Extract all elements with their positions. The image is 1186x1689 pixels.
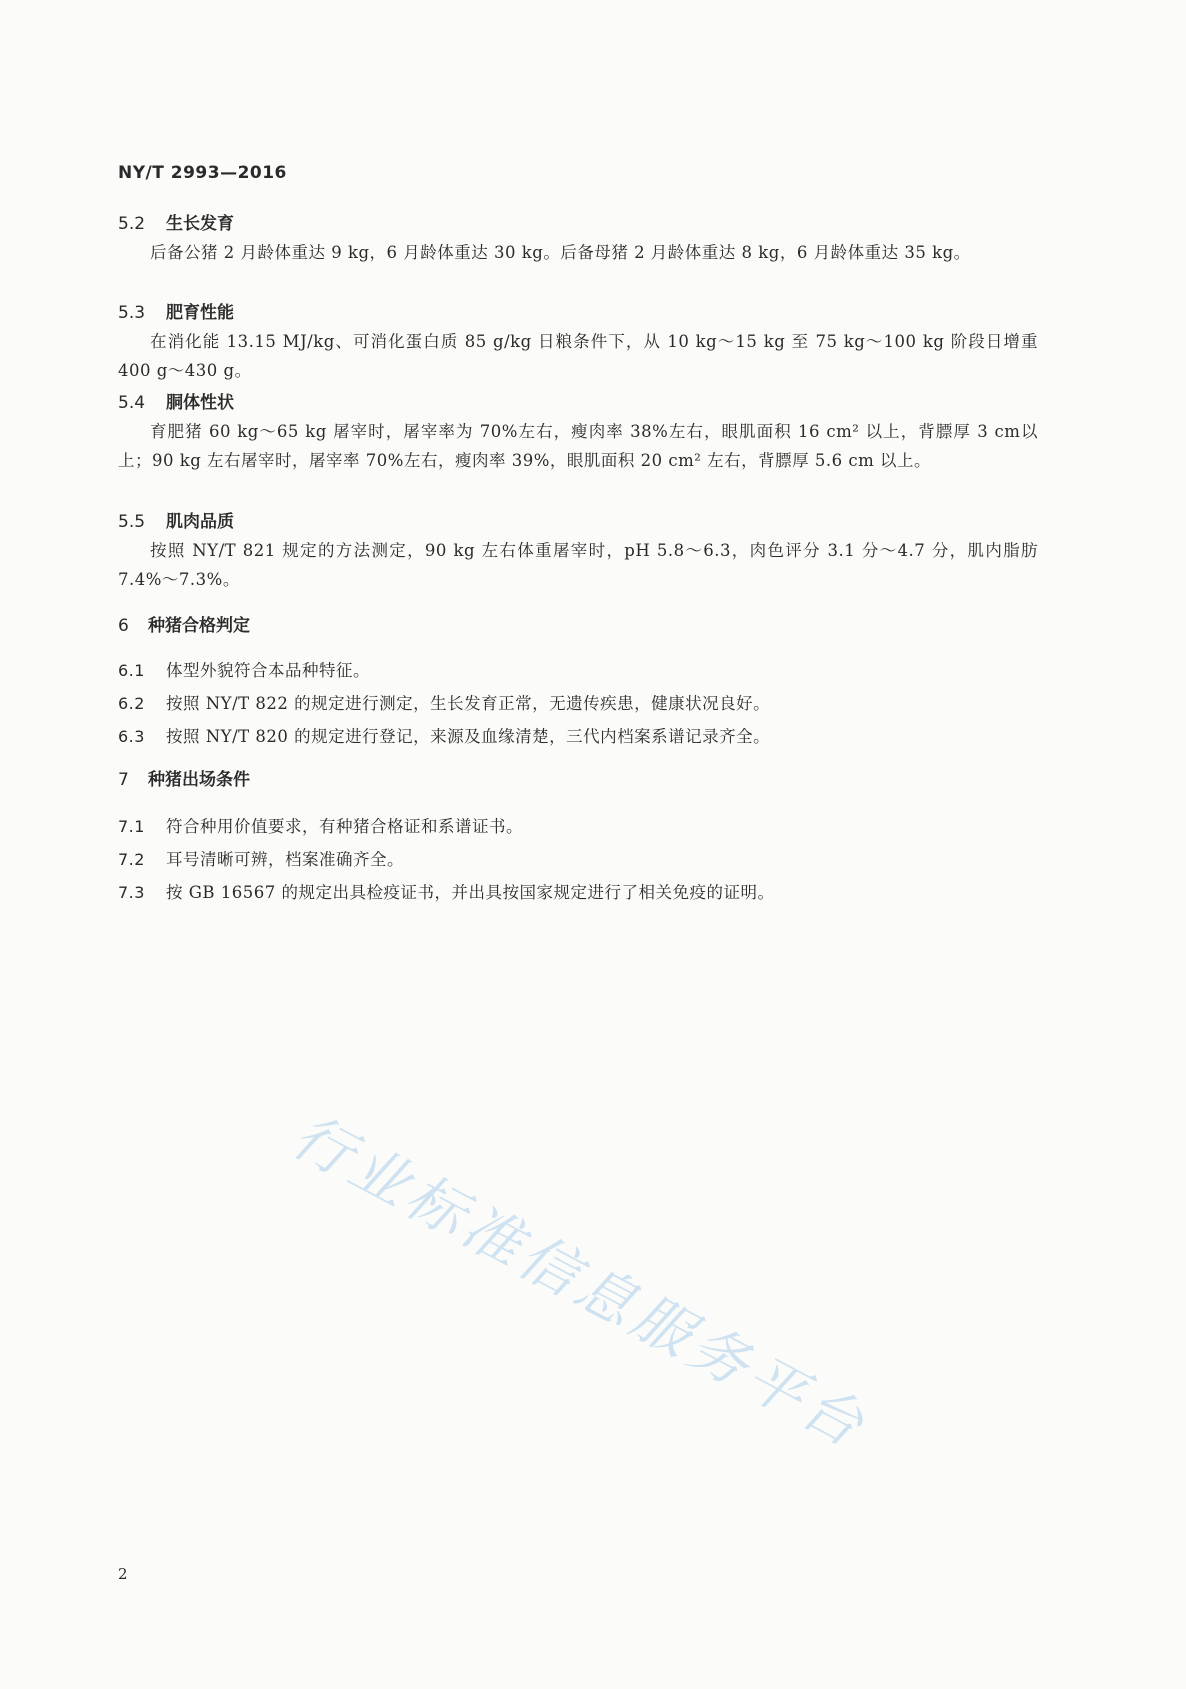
clause-text: 符合种用价值要求，有种猪合格证和系谱证书。 [166, 817, 523, 836]
section-number: 5.5 [118, 512, 146, 532]
section-paragraph: 按照 NY/T 821 规定的方法测定，90 kg 左右体重屠宰时，pH 5.8～6.3，肉色评分 3.1 分～4.7 分，肌内脂肪 7.4%～7.3%。 [118, 541, 1038, 589]
clause-item [118, 843, 1038, 876]
section-6 [118, 612, 1038, 753]
section-5-2 [118, 210, 1038, 267]
section-5-3 [118, 299, 1038, 385]
section-title: 肌肉品质 [166, 512, 234, 532]
clause-item [118, 876, 1038, 909]
chapter-title: 种猪出场条件 [148, 770, 250, 790]
section-5-5 [118, 508, 1038, 594]
section-heading [118, 389, 1038, 417]
section-5-4 [118, 389, 1038, 475]
section-title: 胴体性状 [166, 393, 234, 413]
section-title: 肥育性能 [166, 303, 234, 323]
clause-text: 耳号清晰可辨，档案准确齐全。 [166, 850, 404, 869]
standard-code: NY/T 2993—2016 [118, 163, 287, 183]
section-heading [118, 508, 1038, 536]
watermark-text: 行业标准信息服务平台 [281, 1101, 879, 1462]
section-paragraph: 后备公猪 2 月龄体重达 9 kg，6 月龄体重达 30 kg。后备母猪 2 月龄体重达 8 kg，6 月龄体重达 35 kg。 [150, 243, 971, 262]
clause-item [118, 687, 1038, 720]
section-number: 5.3 [118, 303, 146, 323]
page-number: 2 [118, 1565, 128, 1583]
section-paragraph: 在消化能 13.15 MJ/kg、可消化蛋白质 85 g/kg 日粮条件下，从 10 kg～15 kg 至 75 kg～100 kg 阶段日增重 400 g～430 g。 [118, 332, 1038, 380]
clause-item [118, 720, 1038, 753]
clause-text: 按照 NY/T 822 的规定进行测定，生长发育正常，无遗传疾患，健康状况良好。 [166, 694, 771, 713]
clause-item [118, 654, 1038, 687]
section-heading [118, 299, 1038, 327]
chapter-number: 7 [118, 770, 129, 790]
clause-text: 按照 NY/T 820 的规定进行登记，来源及血缘清楚，三代内档案系谱记录齐全。 [166, 727, 771, 746]
clause-number: 6.1 [118, 661, 145, 680]
clause-number: 7.2 [118, 850, 145, 869]
chapter-heading [118, 766, 1038, 794]
section-7 [118, 766, 1038, 909]
clause-text: 体型外貌符合本品种特征。 [166, 661, 370, 680]
clause-number: 7.3 [118, 883, 145, 902]
clause-text: 按 GB 16567 的规定出具检疫证书，并出具按国家规定进行了相关免疫的证明。 [166, 883, 775, 902]
clause-number: 7.1 [118, 817, 145, 836]
section-heading [118, 210, 1038, 238]
clause-number: 6.2 [118, 694, 145, 713]
section-title: 生长发育 [166, 214, 234, 234]
section-number: 5.2 [118, 214, 146, 234]
chapter-title: 种猪合格判定 [148, 616, 250, 636]
chapter-heading [118, 612, 1038, 640]
section-number: 5.4 [118, 393, 146, 413]
clause-number: 6.3 [118, 727, 145, 746]
clause-item [118, 810, 1038, 843]
chapter-number: 6 [118, 616, 129, 636]
section-paragraph: 育肥猪 60 kg～65 kg 屠宰时，屠宰率为 70%左右，瘦肉率 38%左右，眼肌面积 16 cm² 以上，背膘厚 3 cm以上；90 kg 左右屠宰时，屠宰率 70%左右，瘦肉率 39%，眼肌面积 20 cm² 左右，背膘厚 5.6 cm 以上。 [118, 422, 1038, 470]
